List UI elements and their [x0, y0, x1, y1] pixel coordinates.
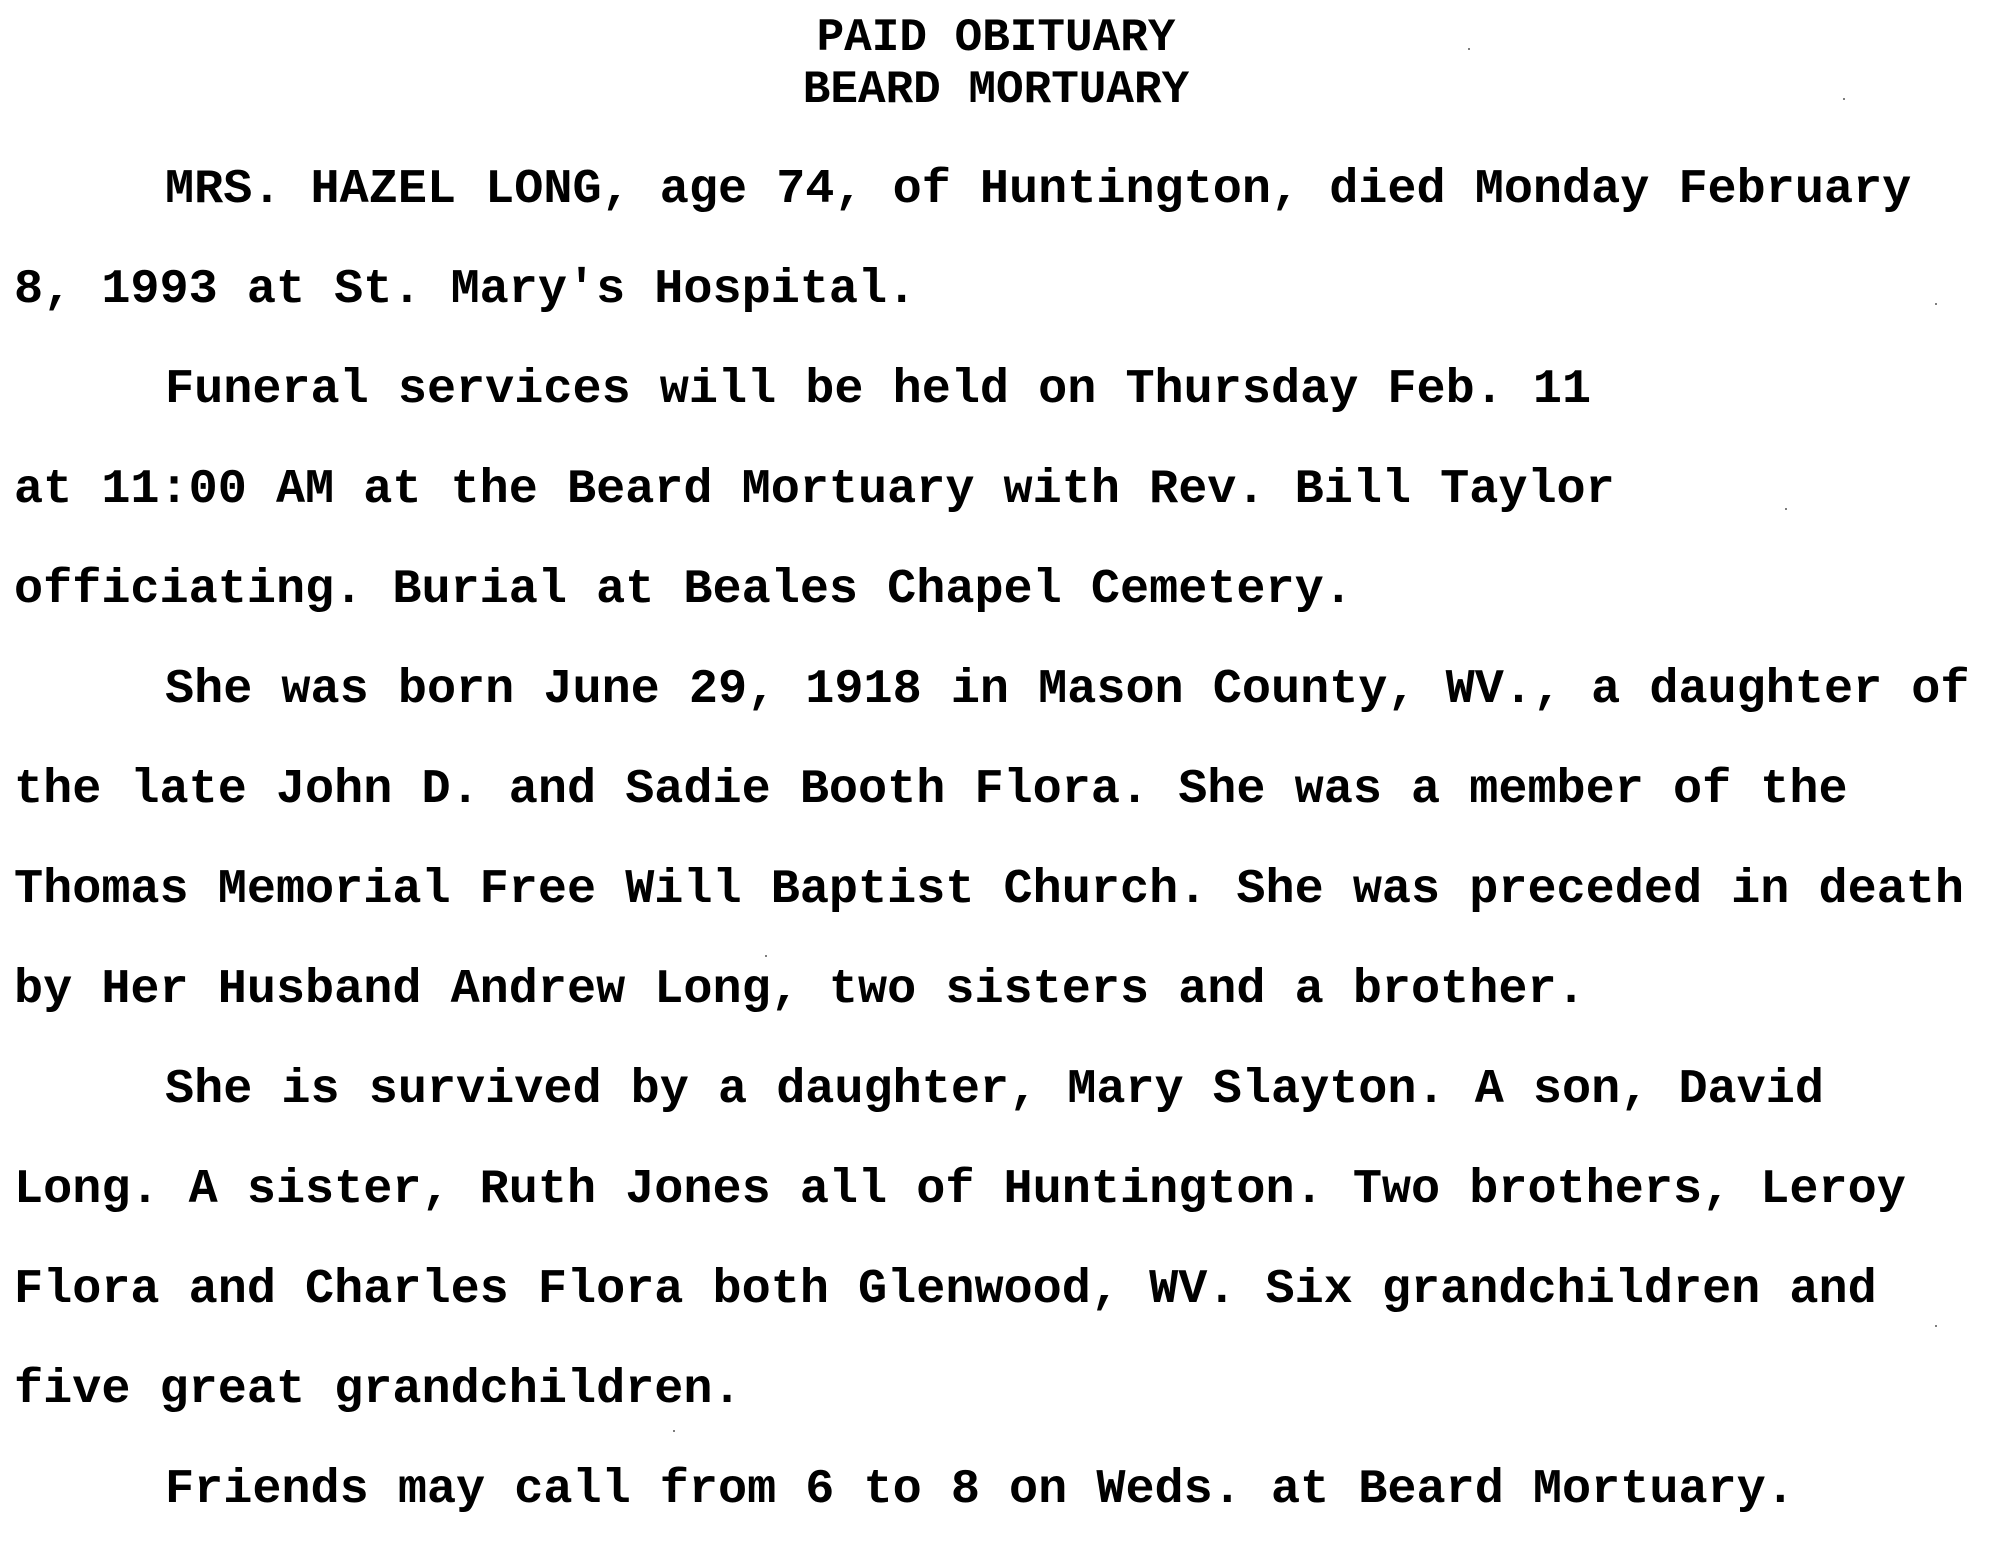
scan-speck: [765, 955, 767, 957]
header-title-line-1: PAID OBITUARY: [816, 12, 1176, 64]
body-line-1: MRS. HAZEL LONG, age 74, of Huntington, died Monday February: [165, 162, 1912, 217]
body-line-3: Funeral services will be held on Thursday Feb. 11: [165, 362, 1592, 417]
body-line-11: Long. A sister, Ruth Jones all of Huntington. Two brothers, Leroy: [14, 1162, 1906, 1217]
body-line-5: officiating. Burial at Beales Chapel Cemetery.: [14, 562, 1353, 617]
scan-speck: [1935, 303, 1937, 305]
header-title-line-2: BEARD MORTUARY: [802, 64, 1190, 116]
body-line-9: by Her Husband Andrew Long, two sisters and a brother.: [14, 962, 1586, 1017]
scan-speck: [1468, 48, 1470, 50]
body-line-6: She was born June 29, 1918 in Mason County, WV., a daughter of: [165, 662, 1970, 717]
scan-speck: [1935, 1325, 1937, 1327]
body-line-12: Flora and Charles Flora both Glenwood, WV. Six grandchildren and: [14, 1262, 1877, 1317]
body-line-4: at 11:00 AM at the Beard Mortuary with Rev. Bill Taylor: [14, 462, 1615, 517]
body-line-2: 8, 1993 at St. Mary's Hospital.: [14, 262, 917, 317]
body-line-13: five great grandchildren.: [14, 1362, 742, 1417]
scan-speck: [1785, 508, 1787, 510]
scan-speck: [673, 1430, 675, 1432]
body-line-10: She is survived by a daughter, Mary Slayton. A son, David: [165, 1062, 1824, 1117]
body-line-14: Friends may call from 6 to 8 on Weds. at Beard Mortuary.: [165, 1462, 1795, 1517]
body-line-8: Thomas Memorial Free Will Baptist Church. She was preceded in death: [14, 862, 1965, 917]
scan-speck: [1843, 98, 1845, 100]
body-line-7: the late John D. and Sadie Booth Flora. She was a member of the: [14, 762, 1848, 817]
